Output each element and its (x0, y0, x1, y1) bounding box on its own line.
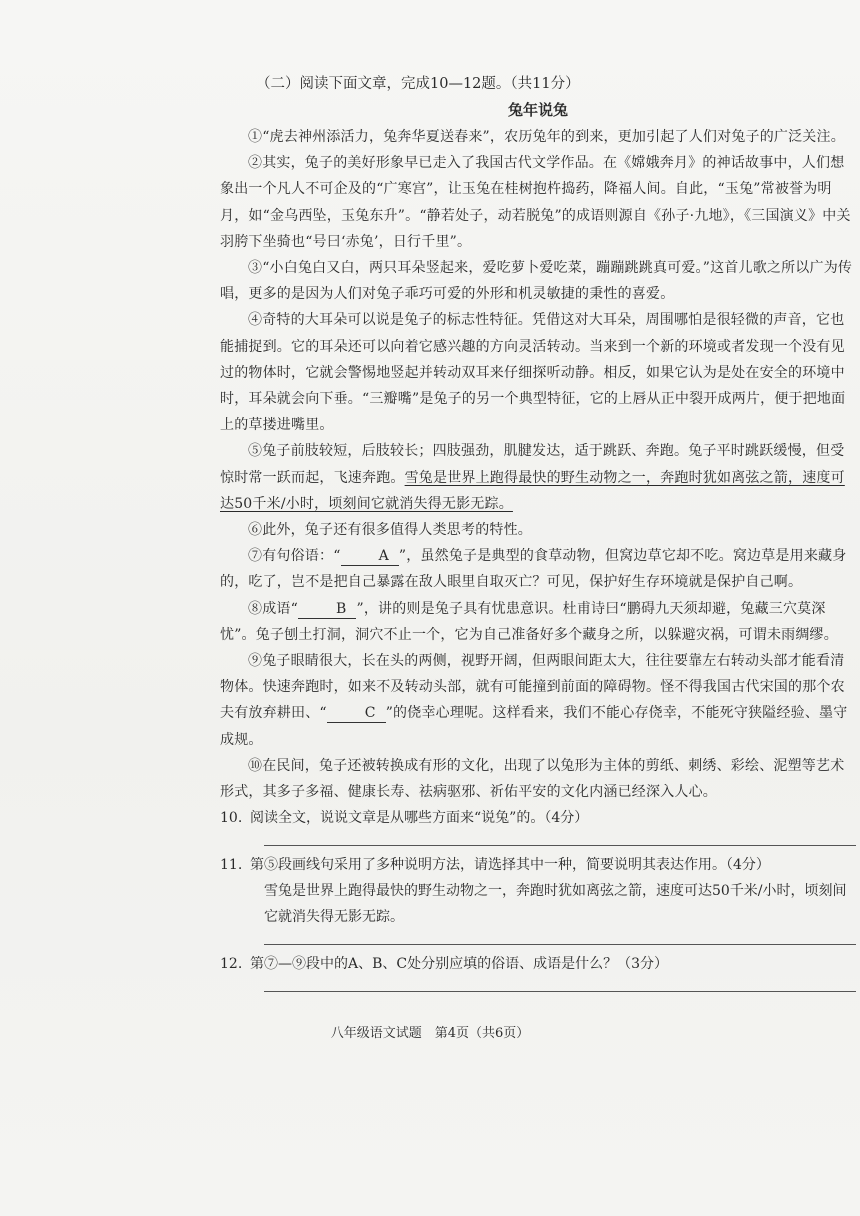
answer-line[interactable] (264, 977, 856, 992)
paragraph-5 (220, 438, 856, 517)
question-text: 第⑤段画线句采用了多种说明方法，请选择其中一种，简要说明其表达作用。（4分） (250, 857, 770, 874)
reading-section (220, 72, 856, 998)
quoted-sentence: 雪兔是世界上跑得最快的野生动物之一，奔跑时犹如离弦之箭，速度可达50千米/小时，顷刻间它就消失得无影无踪。 (264, 883, 847, 926)
blank-c: C (327, 704, 386, 723)
paragraph-7-post: ”，虽然兔子是典型的食草动物，但窝边草它却不吃。窝边草是用来藏身的，吃了，岂不是把自己暴露在敌人眼里自取灭亡？可见，保护好生存环境就是保护自己啊。 (220, 548, 847, 591)
paragraph-8-pre: ⑧成语“ (248, 600, 298, 617)
question-number: 12. (220, 956, 243, 973)
question-11 (220, 852, 856, 878)
underlined-sentence: 雪兔是世界上跑得最快的野生动物之一，奔跑时犹如离弦之箭，速度可达50千米/小时，顷刻间它就消失得无影无踪。 (220, 469, 845, 512)
paragraph-3: ③“小白兔白又白，两只耳朵竖起来，爱吃萝卜爱吃菜，蹦蹦跳跳真可爱。”这首儿歌之所以广为传唱，更多的是因为人们对兔子乖巧可爱的外形和机灵敏捷的秉性的喜爱。 (220, 260, 853, 303)
paragraph-6: ⑥此外，兔子还有很多值得人类思考的特性。 (248, 522, 532, 539)
paragraph-8 (220, 596, 856, 648)
answer-line[interactable] (264, 930, 856, 945)
paragraph-5-text: ⑤兔子前肢较短，后肢较长；四肢强劲，肌腱发达，适于跳跃、奔跑。兔子平时跳跃缓慢，但受惊时常一跃而起，飞速奔跑。 (220, 443, 845, 486)
article-title: 兔年说兔 (507, 101, 568, 119)
question-10 (220, 805, 856, 831)
answer-line[interactable] (264, 831, 856, 846)
paragraph-7 (220, 543, 856, 595)
section-header: （二）阅读下面文章，完成10—12题。（共11分） (256, 76, 580, 92)
page-footer: 八年级语文试题 第4页（共6页） (330, 1026, 530, 1041)
question-number: 11. (220, 857, 243, 874)
paragraph-9-pre: ⑨兔子眼睛很大，长在头的两侧，视野开阔，但两眼间距太大，往往要靠左右转动头部才能看清物体。快速奔跑时，如来不及转动头部，就有可能撞到前面的障碍物。怪不得我国古代宋国的那个农夫有放弃耕田、“ (220, 653, 845, 722)
paragraph-9 (220, 648, 856, 753)
paragraph-8-post: ”，讲的则是兔子具有忧患意识。杜甫诗曰“鹏碍九天须却避，兔藏三穴莫深忧”。兔子刨土打洞，洞穴不止一个，它为自己准备好多个藏身之所，以躲避灾祸，可谓未雨绸缪。 (220, 600, 838, 643)
paragraph-2: ②其实，兔子的美好形象早已走入了我国古代文学作品。在《嫦娥奔月》的神话故事中，人们想象出一个凡人不可企及的“广寒宫”，让玉兔在桂树抱杵捣药，降福人间。自此，“玉兔”常被誉为明月，如“金乌西坠，玉兔东升”。“静若处子，动若脱兔”的成语则源自《孙子·九地》，《三国演义》中关羽胯下坐骑也“号曰‘赤兔’，日行千里”。 (220, 155, 851, 250)
paragraph-10: ⑩在民间，兔子还被转换成有形的文化，出现了以兔形为主体的剪纸、刺绣、彩绘、泥塑等艺术形式，其多子多福、健康长寿、祛病驱邪、祈佑平安的文化内涵已经深入人心。 (220, 757, 845, 801)
paragraph-7-pre: ⑦有句俗语：“ (248, 548, 341, 565)
question-number: 10. (220, 810, 243, 827)
paragraph-4: ④奇特的大耳朵可以说是兔子的标志性特征。凭借这对大耳朵，周围哪怕是很轻微的声音，它也能捕捉到。它的耳朵还可以向着它感兴趣的方向灵活转动。当来到一个新的环境或者发现一个没有见过的物体时，它就会警惕地竖起并转动双耳来仔细探听动静。相反，如果它认为是处在安全的环境中时，耳朵就会向下垂。“三瓣嘴”是兔子的另一个典型特征，它的上唇从正中裂开成两片，便于把地面上的草搂进嘴里。 (220, 312, 846, 434)
blank-a: A (341, 547, 399, 566)
question-text: 第⑦—⑨段中的A、B、C处分别应填的俗语、成语是什么？（3分） (250, 956, 669, 973)
blank-b: B (298, 600, 357, 619)
paragraph-1: ①“虎去神州添活力，兔奔华夏送春来”，农历兔年的到来，更加引起了人们对兔子的广泛关注。 (248, 129, 845, 145)
question-text: 阅读全文，说说文章是从哪些方面来“说兔”的。（4分） (250, 810, 589, 827)
question-12 (220, 951, 856, 977)
paragraph-9-post: ”的侥幸心理呢。这样看来，我们不能心存侥幸，不能死守狭隘经验、墨守成规。 (220, 705, 848, 748)
